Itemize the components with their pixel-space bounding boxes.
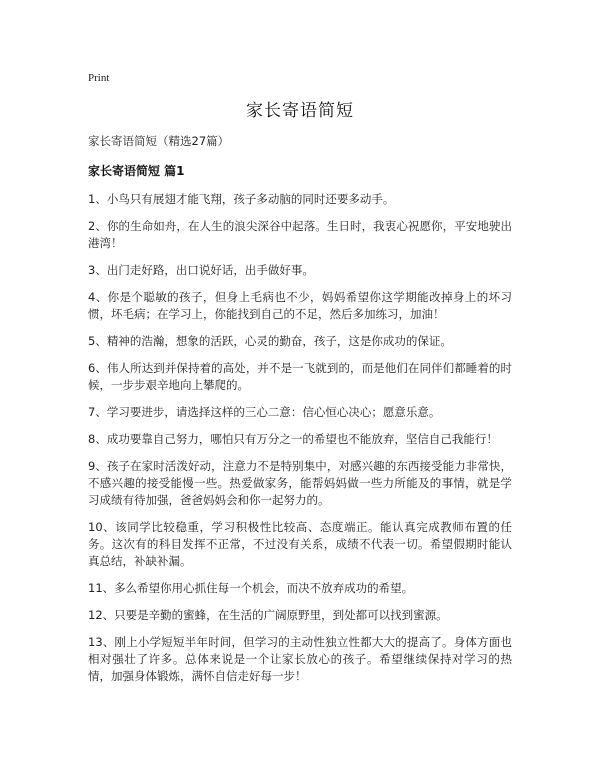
paragraph-3: 3、出门走好路，出口说好话，出手做好事。 — [88, 263, 314, 277]
document-body — [88, 133, 512, 695]
print-link[interactable]: Print — [88, 72, 110, 84]
paragraph-1: 1、小鸟只有展翅才能飞翔，孩子多动脑的同时还要多动手。 — [88, 192, 395, 206]
paragraph-2: 2、你的生命如舟，在人生的浪尖深谷中起落。生日时，我衷心祝愿你，平安地驶出港湾！ — [88, 219, 512, 250]
paragraph-5: 5、精神的浩瀚，想象的活跃，心灵的勤奋，孩子，这是你成功的保证。 — [88, 334, 452, 348]
paragraph-10: 10、该同学比较稳重，学习积极性比较高、态度端正。能认真完成教师布置的任务。这次有的科目发挥不正常，不过没有关系，成绩不代表一切。希望假期时能认真总结，补缺补漏。 — [88, 520, 512, 568]
paragraph-13: 13、刚上小学短短半年时间，但学习的主动性独立性都大大的提高了。身体方面也相对强壮了许多。总体来说是一个让家长放心的孩子。希望继续保持对学习的热情，加强身体锻炼，满怀自信走好每一步！ — [88, 635, 512, 683]
paragraph-6: 6、伟人所达到并保持着的高处，并不是一飞就到的，而是他们在同伴们都睡着的时候，一步步艰辛地向上攀爬的。 — [88, 361, 512, 392]
paragraph-7: 7、学习要进步，请选择这样的三心二意：信心恒心决心；愿意乐意。 — [88, 405, 441, 419]
paragraph-4: 4、你是个聪敏的孩子，但身上毛病也不少，妈妈希望你这学期能改掉身上的坏习惯，坏毛病；在学习上，你能找到自己的不足，然后多加练习，加油！ — [88, 290, 512, 321]
document-subtitle: 家长寄语简短（精选27篇） — [88, 134, 230, 148]
paragraph-8: 8、成功要靠自己努力，哪怕只有万分之一的希望也不能放弃，坚信自己我能行！ — [88, 432, 498, 446]
section-heading: 家长寄语简短 篇1 — [88, 164, 185, 178]
paragraph-12: 12、只要是辛勤的蜜蜂，在生活的广阔原野里，到处都可以找到蜜源。 — [88, 608, 448, 622]
paragraph-9: 9、孩子在家时活泼好动，注意力不是特别集中，对感兴趣的东西接受能力非常快，不感兴趣的接受能慢一些。热爱做家务，能帮妈妈做一些力所能及的事情，就是学习成绩有待加强，爸爸妈妈会和你一起努力的。 — [88, 459, 512, 507]
paragraph-11: 11、多么希望你用心抓住每一个机会，而决不放弃成功的希望。 — [88, 581, 414, 595]
document-title: 家长寄语简短 — [246, 101, 354, 121]
